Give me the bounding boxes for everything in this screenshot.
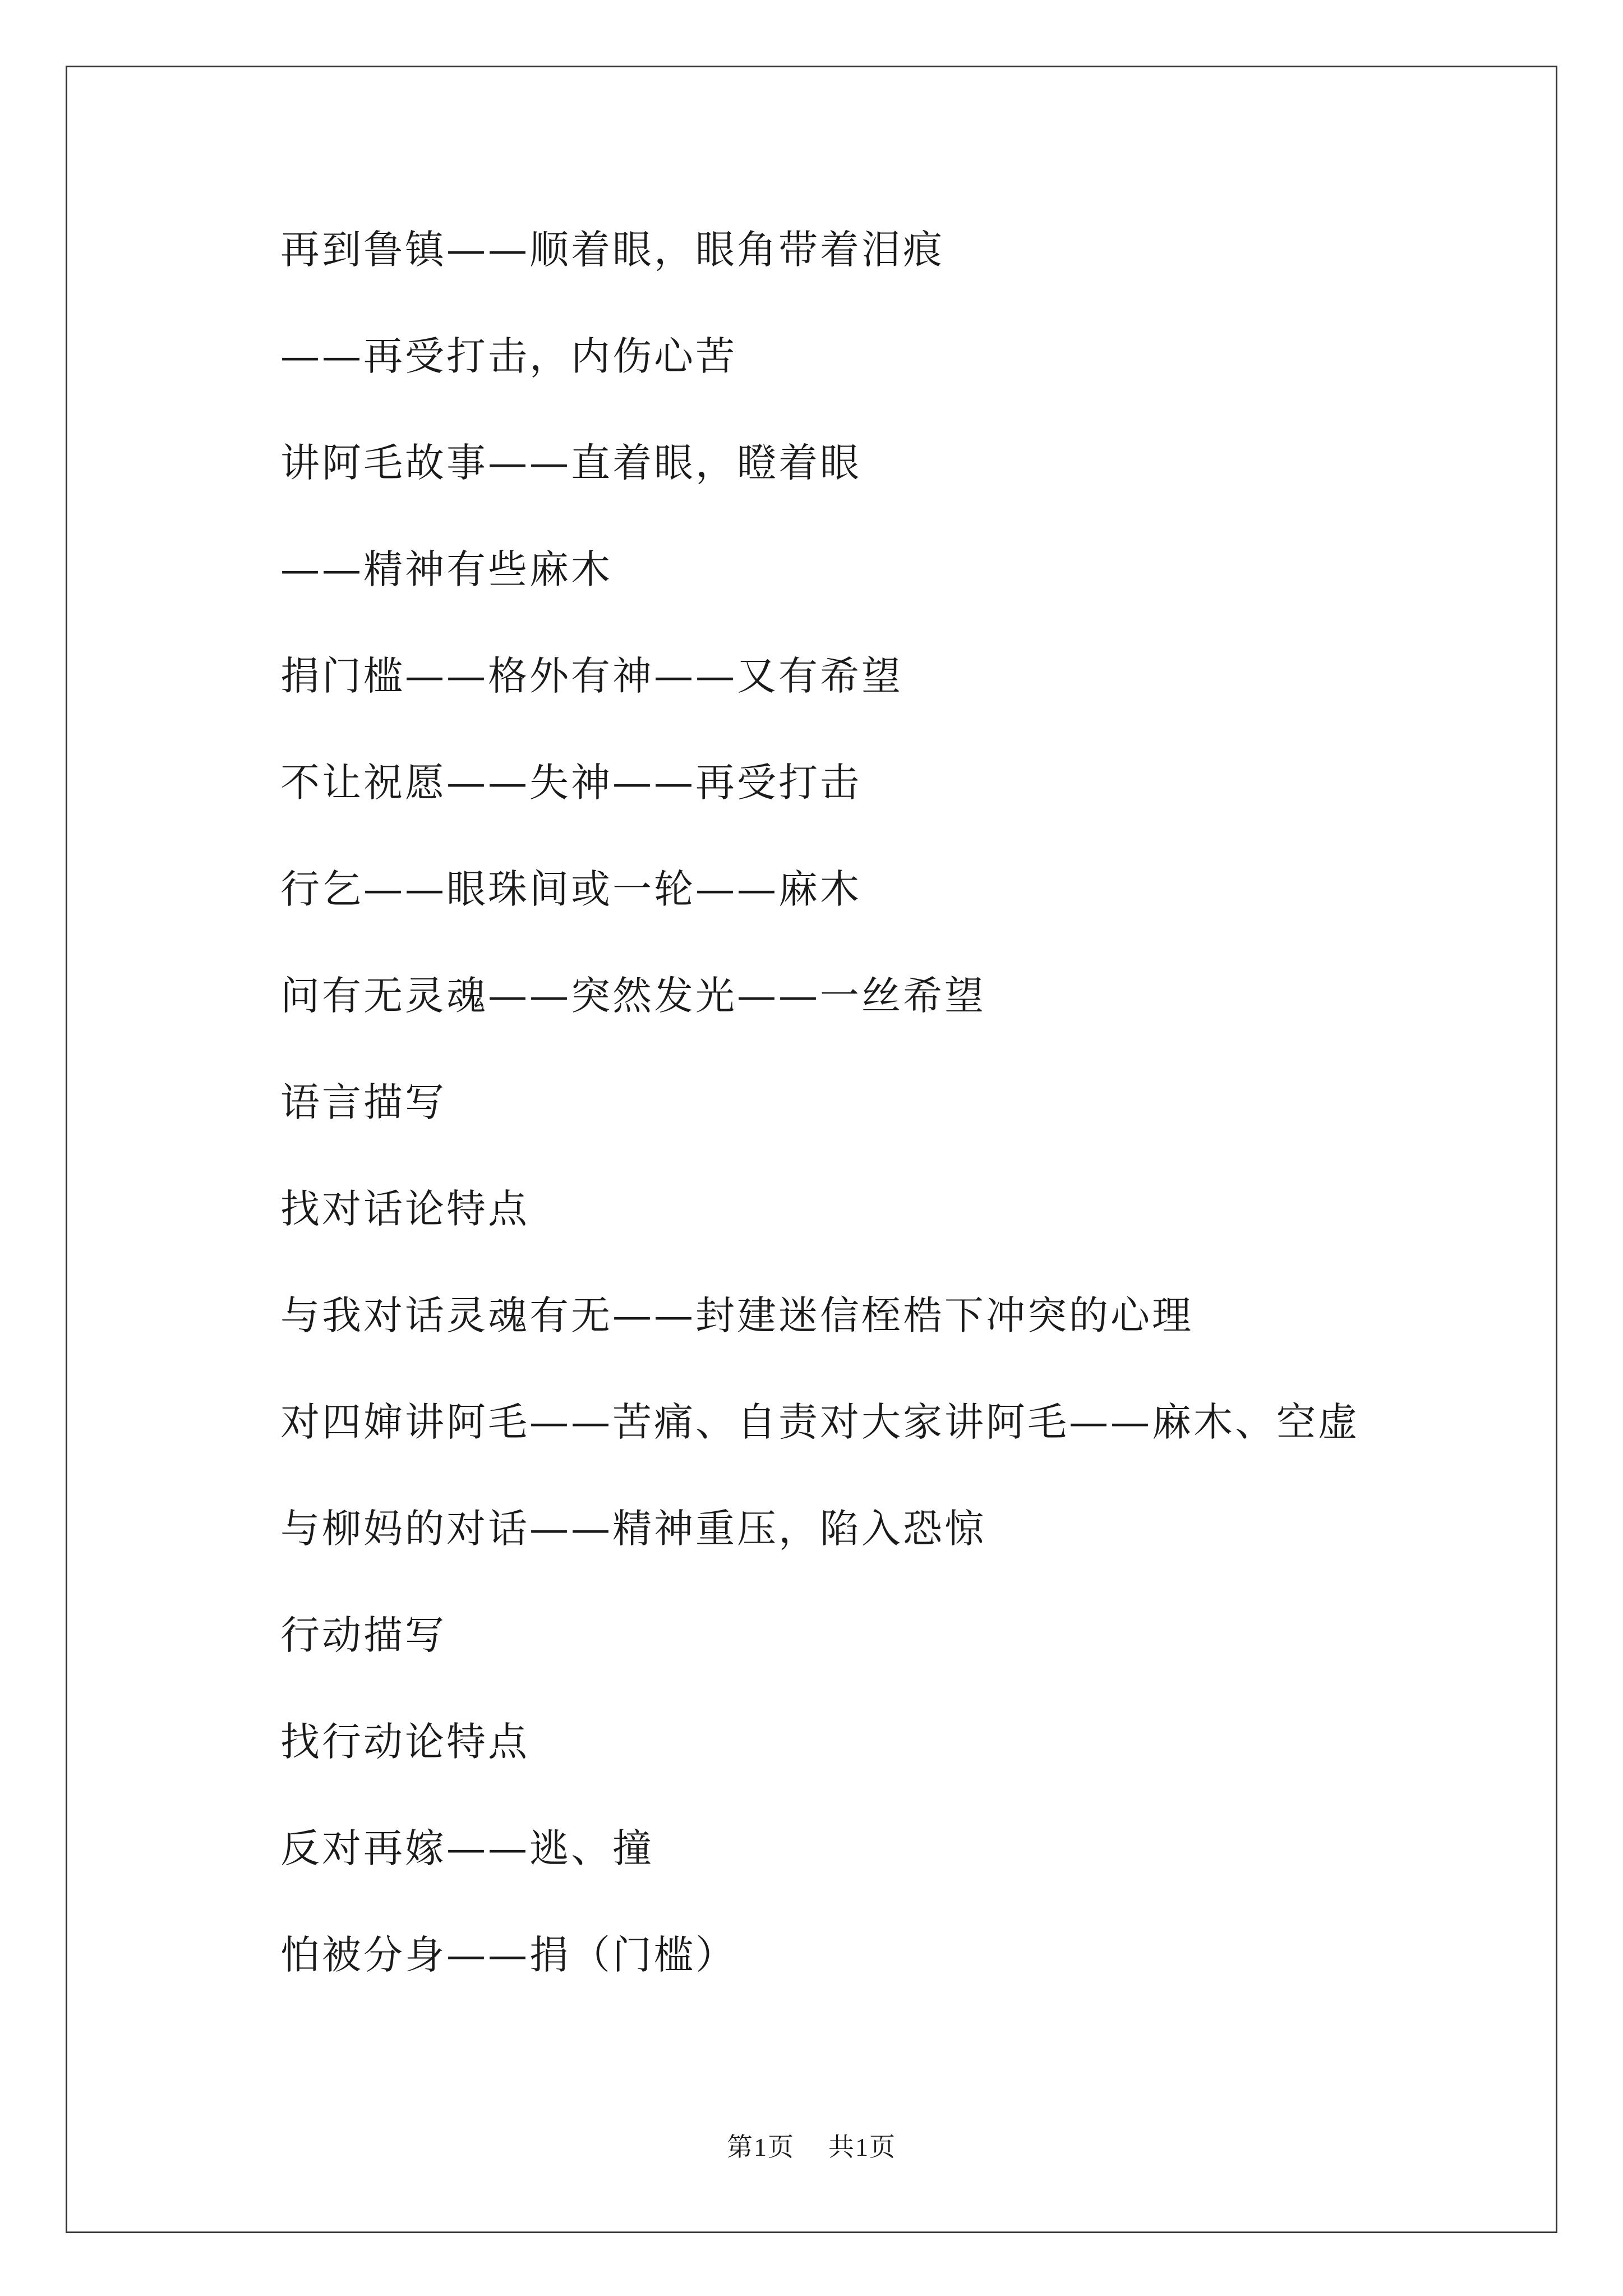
text-line: ——再受打击，内伤心苦 [280, 333, 737, 379]
text-line: 找对话论特点 [280, 1186, 529, 1232]
page-total: 共1页 [828, 2133, 896, 2161]
section-heading: 语言描写 [280, 1079, 446, 1125]
text-line: 怕被分身——捐（门槛） [280, 1932, 737, 1978]
text-line: 讲阿毛故事——直着眼，瞪着眼 [280, 440, 861, 486]
text-line: 找行动论特点 [280, 1719, 529, 1765]
text-line: 再到鲁镇——顺着眼，眼角带着泪痕 [280, 227, 944, 273]
text-line: 不让祝愿——失神——再受打击 [280, 760, 861, 806]
page-footer [0, 2131, 1623, 2164]
section-heading: 行动描写 [280, 1612, 446, 1658]
page-number: 第1页 [727, 2133, 795, 2161]
text-line: 行乞——眼珠间或一轮——麻木 [280, 866, 861, 912]
text-line: ——精神有些麻木 [280, 546, 612, 592]
text-line: 捐门槛——格外有神——又有希望 [280, 653, 903, 699]
text-line: 对四婶讲阿毛——苦痛、自责对大家讲阿毛——麻木、空虚 [280, 1399, 1359, 1445]
text-line: 与柳妈的对话——精神重压，陷入恐惊 [280, 1506, 986, 1552]
text-line: 反对再嫁——逃、撞 [280, 1825, 654, 1871]
text-line: 与我对话灵魂有无——封建迷信桎梏下冲突的心理 [280, 1292, 1193, 1338]
text-line: 问有无灵魂——突然发光——一丝希望 [280, 973, 986, 1019]
document-body [280, 219, 1486, 2031]
